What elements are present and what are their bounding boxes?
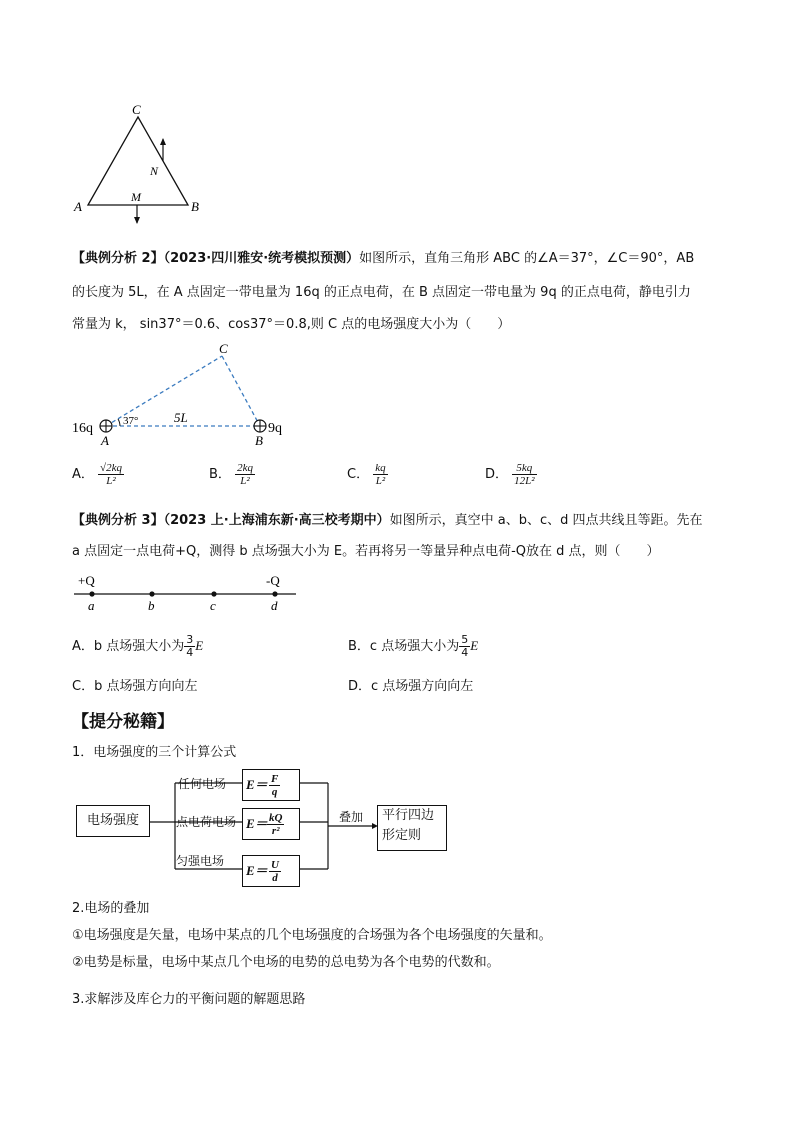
label-b: B	[191, 199, 199, 214]
branch-label-3: 匀强电场	[176, 854, 225, 868]
fig2-label-b: B	[255, 433, 263, 448]
root-box: 电场强度	[76, 805, 150, 837]
ex3-option-c[interactable]: C．b 点场强方向向左	[72, 679, 198, 694]
minus-q-label: -Q	[266, 573, 280, 588]
label-c: C	[132, 102, 141, 117]
plus-q-label: +Q	[78, 573, 95, 588]
example-2-line-2: 的长度为 5L，在 A 点固定一带电量为 16q 的正点电荷，在 B 点固定一带电量为 9q 的正点电荷，静电引力	[72, 285, 691, 300]
ex3-option-b[interactable]: B．c 点场强大小为 $\frac{5}{4}$ E	[348, 633, 479, 659]
example-2-line-1	[72, 247, 694, 266]
fig2-label-a: A	[101, 433, 109, 448]
point-d	[272, 591, 277, 596]
example-3-line-1	[72, 509, 703, 528]
example-2-text-1: 如图所示，直角三角形 ABC 的∠A＝37°，∠C＝90°，AB	[359, 251, 695, 266]
label-m: M	[131, 190, 141, 204]
ex2-option-d[interactable]: D． $\frac{5kq}{\text{12L²}}$	[485, 462, 535, 487]
tips-item-2a: ①电场强度是矢量，电场中某点的几个电场强度的合场强为各个电场强度的矢量和。	[72, 928, 552, 943]
tips-item-2: 2.电场的叠加	[72, 901, 150, 916]
angle-arc	[118, 419, 120, 426]
point-a	[89, 591, 94, 596]
branch-label-2: 点电荷电场	[176, 815, 237, 829]
fig2-angle: 37°	[123, 415, 139, 427]
m-arrowhead	[134, 217, 140, 224]
label-a-point: a	[88, 598, 95, 613]
fig2-label-c: C	[219, 341, 228, 356]
ex2-option-b[interactable]: B． $\frac{2kq}{\text{L²}}$	[209, 462, 253, 487]
tips-item-1: 1．电场强度的三个计算公式	[72, 745, 237, 760]
ex2-option-c[interactable]: C． $\frac{kq}{\text{L²}}$	[347, 462, 386, 487]
tips-item-3: 3.求解涉及库仑力的平衡问题的解题思路	[72, 992, 306, 1007]
n-arrowhead	[160, 138, 166, 145]
formula-box-1: E＝ $\frac{F}{q}$	[242, 769, 300, 801]
point-b	[149, 591, 154, 596]
ex2-option-a[interactable]: A． $\frac{√2kq}{\text{L²}}$	[72, 462, 122, 487]
fig2-charge-b: 9q	[268, 421, 282, 436]
label-a: A	[74, 199, 82, 214]
example-3-source: （2023 上·上海浦东新·高三校考期中）	[163, 513, 390, 528]
tips-heading: 【提分秘籍】	[72, 712, 174, 732]
example-3-tag: 【典例分析 3】	[72, 513, 164, 528]
four-points-figure	[70, 570, 310, 616]
formula-box-3: E＝ $\frac{U}{d}$	[242, 855, 300, 887]
fig2-charge-a: 16q	[72, 421, 93, 436]
charges-triangle-figure	[70, 340, 300, 450]
triangle-figure-1	[60, 95, 220, 225]
result-box: 平行四边 形定则	[377, 805, 447, 851]
label-d-point: d	[271, 598, 278, 613]
example-2-tag: 【典例分析 2】	[72, 251, 164, 266]
label-b-point: b	[148, 598, 155, 613]
point-c	[211, 591, 216, 596]
example-3-text-1: 如图所示，真空中 a、b、c、d 四点共线且等距。先在	[389, 513, 703, 528]
ex3-option-a[interactable]: A．b 点场强大小为 $\frac{3}{4}$ E	[72, 633, 204, 659]
ex3-option-d[interactable]: D．c 点场强方向向左	[348, 679, 474, 694]
label-n: N	[150, 164, 159, 178]
example-2-source: （2023·四川雅安·统考模拟预测）	[163, 251, 360, 266]
label-c-point: c	[210, 598, 216, 613]
formula-box-2: E＝ $\frac{kQ}{\text{r²}}$	[242, 808, 300, 840]
tips-item-2b: ②电势是标量，电场中某点几个电场的电势的总电势为各个电势的代数和。	[72, 955, 500, 970]
side-bc	[222, 356, 260, 426]
example-2-line-3: 常量为 k， sin37°＝0.6、cos37°＝0.8,则 C 点的电场强度大小为（ ）	[72, 317, 511, 332]
combine-label: 叠加	[339, 810, 364, 824]
example-3-line-2: a 点固定一点电荷+Q，测得 b 点场强大小为 E。若再将另一等量异种点电荷-Q放在 d 点，则（ ）	[72, 544, 660, 559]
branch-label-1: 任何电场	[178, 777, 227, 791]
fig2-side: 5L	[174, 410, 188, 425]
